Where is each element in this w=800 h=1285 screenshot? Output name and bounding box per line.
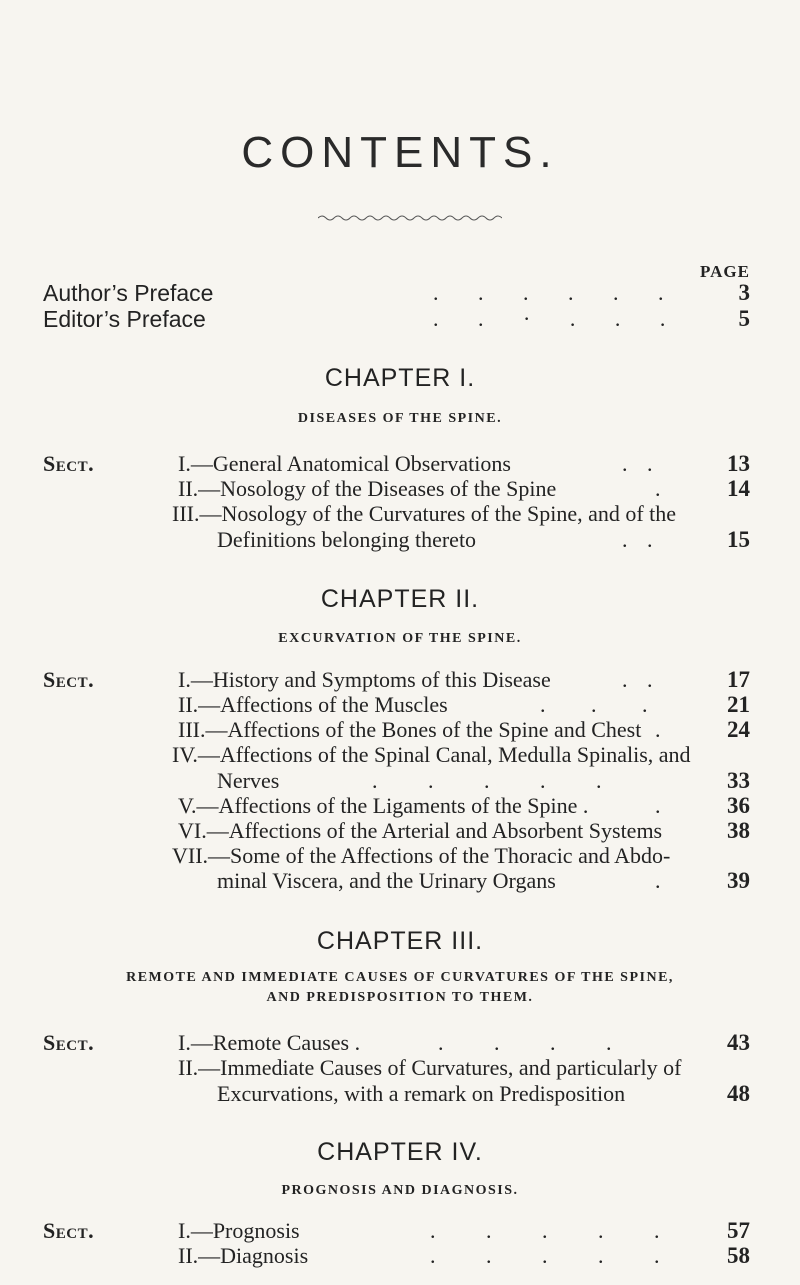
- leader-dots: . .: [622, 527, 653, 552]
- entry-title: VI.—Affections of the Arterial and Absorbent Systems: [178, 818, 663, 843]
- leader-dots: . . . . .: [430, 1243, 660, 1268]
- page-number: 13: [727, 451, 750, 476]
- entry-title: VII.—Some of the Affections of the Thoracic and Abdo-: [172, 843, 671, 868]
- entry-title: II.—Nosology of the Diseases of the Spine: [178, 476, 557, 501]
- entry-title: III.—Nosology of the Curvatures of the Spine, and of the: [172, 501, 677, 526]
- page-number: 24: [727, 717, 750, 742]
- chapter-heading: CHAPTER IV.: [317, 1138, 483, 1166]
- leader-dots: . .: [622, 451, 653, 476]
- chapter-heading: CHAPTER II.: [320, 585, 480, 613]
- entry-title: I.—History and Symptoms of this Disease: [178, 667, 551, 692]
- sect-label: Sect.: [43, 1030, 95, 1055]
- leader-dots: . .: [622, 667, 653, 692]
- entry-title: III.—Affections of the Bones of the Spine and Chest: [178, 717, 642, 742]
- chapter-heading: CHAPTER III.: [316, 927, 484, 955]
- page-number: 33: [727, 768, 750, 793]
- leader-dots: . . · . . .: [433, 306, 666, 331]
- leader-dots: .: [655, 717, 661, 742]
- leader-dots: .: [655, 868, 661, 893]
- entry-title: I.—General Anatomical Observations: [178, 451, 511, 476]
- chapter-subtitle: DISEASES OF THE SPINE.: [297, 411, 503, 426]
- chapter-subtitle: AND PREDISPOSITION TO THEM.: [266, 990, 534, 1005]
- leader-dots: .: [655, 476, 661, 501]
- page-title: CONTENTS.: [241, 128, 559, 177]
- entry-continuation: Definitions belonging thereto: [217, 527, 477, 552]
- page-number: 14: [727, 476, 750, 501]
- entry-continuation: minal Viscera, and the Urinary Organs: [217, 868, 556, 893]
- page-number: 39: [727, 868, 750, 893]
- entry-title: I.—Remote Causes .: [178, 1030, 361, 1055]
- entry-title: II.—Immediate Causes of Curvatures, and particularly of: [178, 1055, 682, 1080]
- page-number: 58: [727, 1243, 750, 1268]
- entry-continuation: Nerves: [217, 768, 280, 793]
- page-number: 15: [727, 527, 750, 552]
- entry-continuation: Excurvations, with a remark on Predisposition: [217, 1081, 626, 1106]
- leader-dots: .: [655, 793, 661, 818]
- page-column-header: PAGE: [700, 262, 750, 281]
- chapter-subtitle: PROGNOSIS AND DIAGNOSIS.: [281, 1183, 519, 1198]
- entry-title: II.—Diagnosis: [178, 1243, 309, 1268]
- leader-dots: . . . . . .: [433, 280, 664, 305]
- page-number: 38: [727, 818, 750, 843]
- page-number: 48: [727, 1081, 750, 1106]
- entry-title: I.—Prognosis: [178, 1218, 300, 1243]
- sect-label: Sect.: [43, 451, 95, 476]
- leader-dots: . . . . .: [430, 1218, 660, 1243]
- page-number: 57: [727, 1218, 750, 1243]
- chapter-subtitle: REMOTE AND IMMEDIATE CAUSES OF CURVATURES OF THE SPINE,: [126, 970, 674, 985]
- page-number: 36: [727, 793, 750, 818]
- preface-label: Author’s Preface: [43, 280, 214, 306]
- leader-dots: . . . .: [438, 1030, 612, 1055]
- leader-dots: . . . . .: [372, 768, 602, 793]
- page-number: 3: [738, 280, 750, 305]
- sect-label: Sect.: [43, 1218, 95, 1243]
- chapter-heading: CHAPTER I.: [324, 364, 476, 392]
- chapter-subtitle: EXCURVATION OF THE SPINE.: [278, 631, 522, 646]
- page-number: 43: [727, 1030, 750, 1055]
- sect-label: Sect.: [43, 667, 95, 692]
- entry-title: II.—Affections of the Muscles: [178, 692, 448, 717]
- decorative-rule: [318, 212, 502, 222]
- preface-label: Editor’s Preface: [43, 306, 206, 332]
- leader-dots: . . .: [540, 692, 648, 717]
- page-number: 21: [727, 692, 750, 717]
- entry-title: IV.—Affections of the Spinal Canal, Medulla Spinalis, and: [172, 742, 691, 767]
- page-number: 5: [738, 306, 750, 331]
- entry-title: V.—Affections of the Ligaments of the Spine .: [178, 793, 589, 818]
- page-number: 17: [727, 667, 750, 692]
